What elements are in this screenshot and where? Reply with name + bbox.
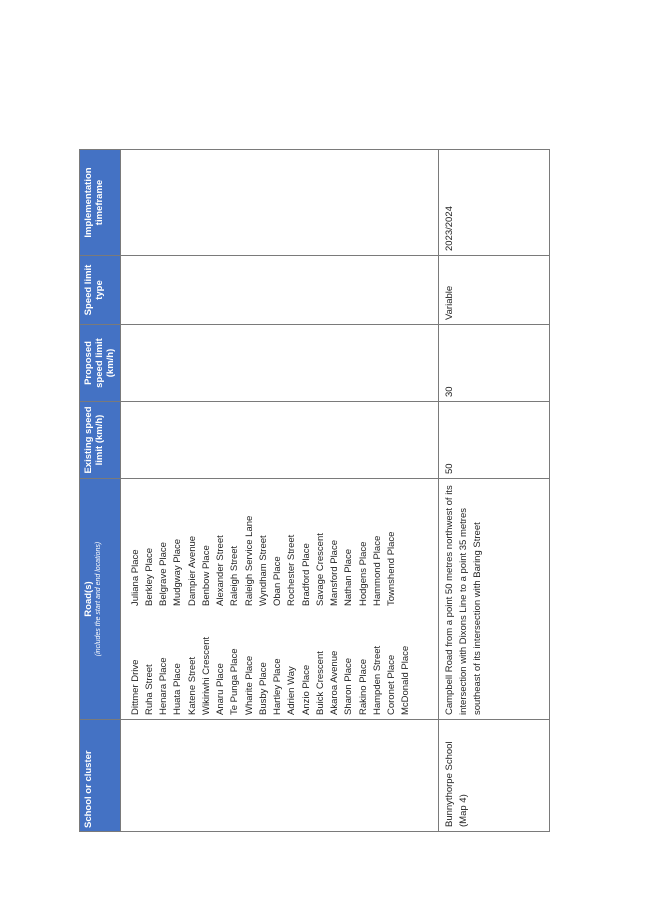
road-name: Oban Place [272, 556, 284, 606]
road-name [399, 511, 413, 606]
road-name: Henara Place [158, 657, 170, 715]
row2-proposed: 30 [438, 325, 549, 402]
header-roads-subtitle: (includes the start and end locations) [95, 541, 103, 657]
road-name: Ruha Street [143, 664, 155, 715]
road-name: Wikiriwhi Crescent [200, 636, 212, 715]
road-name: Katene Street [186, 656, 198, 715]
road-list [129, 483, 414, 715]
road-name: Nathan Place [343, 548, 355, 606]
header-timeframe: Implementation timeframe [80, 150, 121, 256]
row2-timeframe: 2023/2024 [438, 150, 549, 256]
road-name: Belgrave Place [158, 542, 170, 606]
header-roads [80, 479, 121, 720]
road-name: Hampden Street [371, 645, 383, 715]
road-name: Juliana Place [129, 549, 141, 606]
rotated-page [79, 150, 550, 832]
road-name: Te Punga Place [229, 648, 241, 715]
road-name: Mansford Place [329, 539, 341, 606]
road-name: Wharite Place [243, 655, 255, 715]
row1-school [120, 720, 438, 832]
road-name: Adrien Way [286, 666, 298, 715]
row2-type: Variable [438, 256, 549, 325]
row1-proposed [120, 325, 438, 402]
header-type: Speed limit type [80, 256, 121, 325]
row2-existing: 50 [438, 402, 549, 479]
row1-roads [120, 479, 438, 720]
road-name: Anzio Place [300, 664, 312, 715]
road-name: Mudgway Place [172, 538, 184, 606]
road-name: Rakino Place [357, 659, 369, 715]
header-proposed: Proposed speed limit (km/h) [80, 325, 121, 402]
row2-road: Campbell Road from a point 50 metres northwest of its intersection with Dixons Line to a point 35 metres southeast of its intersection with Baring Street [438, 479, 549, 720]
header-school: School or cluster [80, 720, 121, 832]
header-roads-title: Road(s) [83, 581, 94, 617]
road-name: Hartley Place [272, 658, 284, 715]
row1-timeframe [120, 150, 438, 256]
road-name: Akaroa Avenue [329, 650, 341, 715]
road-name: Hodgens Place [357, 541, 369, 606]
road-name: Townshend Place [386, 531, 398, 606]
road-name: Wyndham Street [257, 535, 269, 606]
road-name: Savage Crescent [314, 533, 326, 606]
header-row [80, 150, 121, 832]
road-name: Dampier Avenue [186, 535, 198, 606]
road-name: Berkley Place [143, 547, 155, 606]
table-row [120, 150, 438, 832]
road-name: Coronet Place [386, 654, 398, 715]
road-name: Raleigh Street [229, 545, 241, 606]
header-existing: Existing speed limit (km/h) [80, 402, 121, 479]
row2-school: Bunnythorpe School (Map 4) [438, 720, 549, 832]
road-name: Rochester Street [286, 534, 298, 606]
speed-limit-table [79, 149, 550, 832]
road-name: Benbow Place [200, 545, 212, 606]
table-row [438, 150, 549, 832]
road-name: McDonald Place [400, 645, 412, 715]
road-name: Sharon Place [343, 657, 355, 715]
road-name: Huata Place [172, 663, 184, 715]
road-name: Alexander Street [215, 535, 227, 606]
road-name: Buick Crescent [314, 651, 326, 715]
road-name: Dittmer Drive [129, 659, 141, 715]
row1-type [120, 256, 438, 325]
road-name: Busby Place [257, 662, 269, 715]
road-name: Anaru Place [215, 663, 227, 715]
road-name: Bradford Place [300, 543, 312, 606]
road-name: Raleigh Service Lane [243, 515, 255, 606]
road-name: Hammond Place [371, 535, 383, 606]
row1-existing [120, 402, 438, 479]
